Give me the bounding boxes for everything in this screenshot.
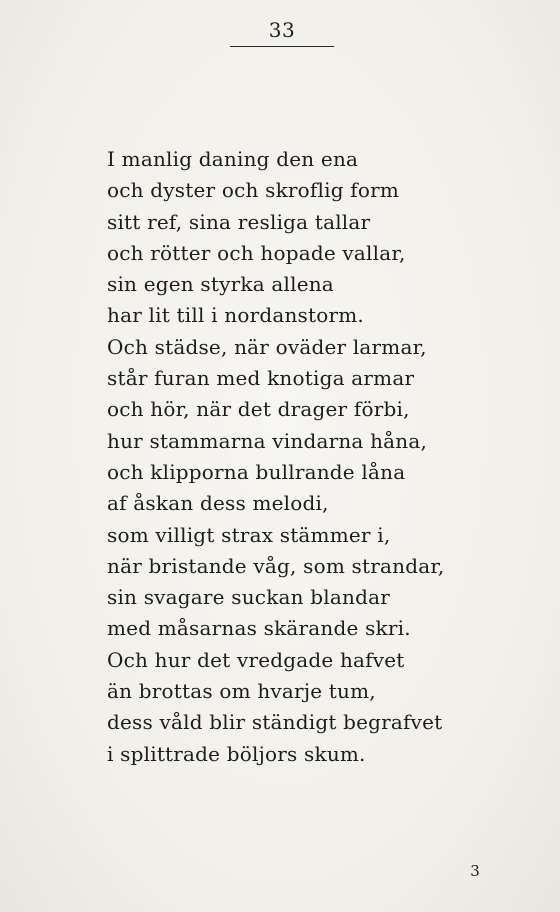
header-rule — [230, 46, 334, 47]
poem-line: och dyster och skroflig form — [107, 178, 400, 203]
poem-line: än brottas om hvarje tum, — [107, 679, 376, 704]
poem-line: har lit till i nordanstorm. — [107, 303, 364, 328]
poem-line: dess våld blir ständigt begrafvet — [107, 710, 443, 735]
poem-line: och rötter och hopade vallar, — [107, 240, 406, 265]
signature-mark: 3 — [470, 862, 480, 880]
page-number: 33 — [268, 18, 296, 42]
poem-line: står furan med knotiga armar — [107, 366, 415, 391]
poem-line: när bristande våg, som strandar, — [107, 553, 445, 578]
poem-stanza — [107, 144, 527, 770]
poem-line: sitt ref, sina resliga tallar — [107, 209, 371, 234]
poem-line: sin egen styrka allena — [107, 272, 334, 297]
poem-line: sin svagare suckan blandar — [107, 585, 390, 610]
poem-line: I manlig daning den ena — [107, 147, 359, 171]
poem-line: hur stammarna vindarna håna, — [107, 428, 428, 453]
poem-line: i splittrade böljors skum. — [107, 741, 366, 766]
poem-line: med måsarnas skärande skri. — [107, 616, 411, 641]
poem-line: som villigt strax stämmer i, — [107, 522, 391, 547]
poem-line: och hör, när det drager förbi, — [107, 397, 410, 422]
poem-line: och klipporna bullrande låna — [107, 459, 406, 484]
poem-line: Och hur det vredgade hafvet — [107, 647, 405, 672]
poem-line: Och städse, när oväder larmar, — [107, 334, 427, 359]
poem-line: af åskan dess melodi, — [107, 491, 329, 516]
